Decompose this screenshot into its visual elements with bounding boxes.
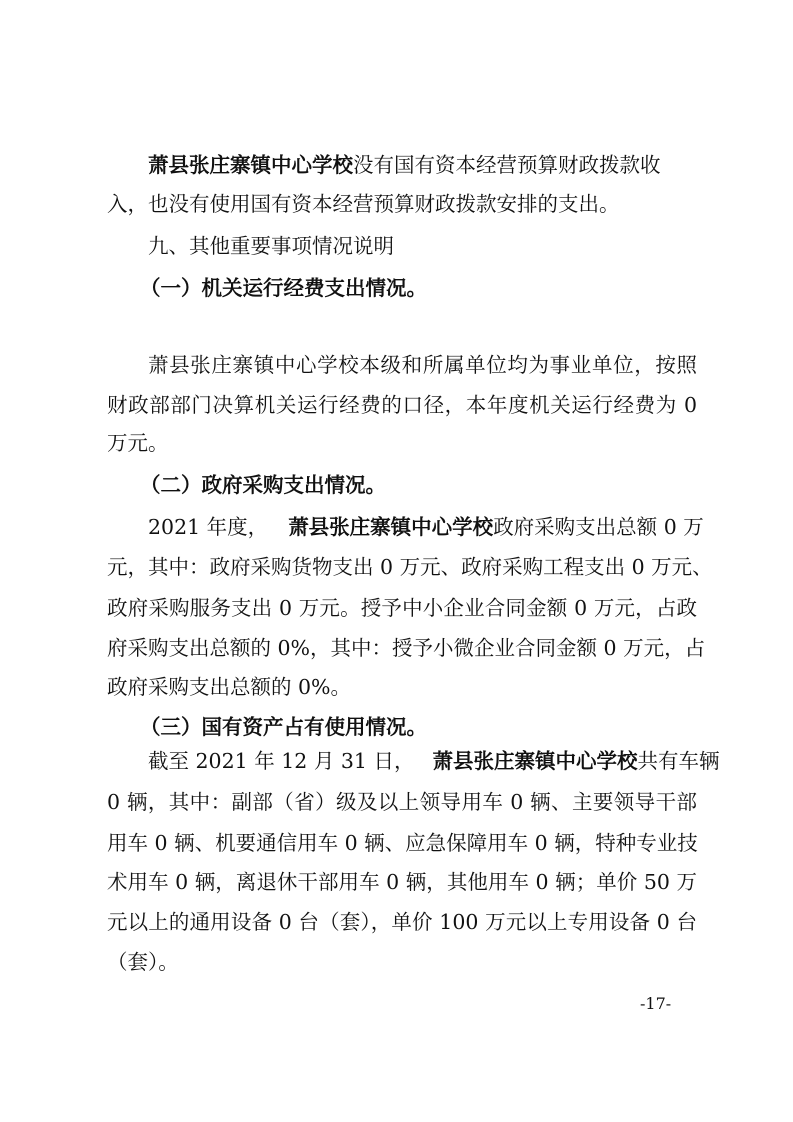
- text-line: 用车 0 辆、机要通信用车 0 辆、应急保障用车 0 辆，特种专业技: [107, 831, 698, 855]
- text-line: 财政部部门决算机关运行经费的口径，本年度机关运行经费为 0: [107, 393, 697, 417]
- text-span: 政府采购支出总额 0 万: [493, 515, 704, 539]
- text-span: 2021 年度，: [148, 515, 269, 539]
- school-name: 萧县张庄寨镇中心学校: [148, 153, 353, 177]
- text-line: [148, 507, 704, 547]
- text-span: 没有国有资本经营预算财政拨款收: [353, 153, 661, 177]
- text-span: 共有车辆: [637, 749, 720, 773]
- text-line: 元，其中：政府采购货物支出 0 万元、政府采购工程支出 0 万元、: [107, 555, 713, 579]
- text-line: [148, 145, 697, 185]
- text-line: 政府采购支出总额的 0%。: [107, 675, 352, 699]
- text-line: 政府采购服务支出 0 万元。授予中小企业合同金额 0 万元，占政: [107, 596, 697, 620]
- page-number: -17-: [640, 994, 672, 1013]
- text-line: （套）。: [107, 950, 179, 974]
- text-line: 术用车 0 辆，离退休干部用车 0 辆，其他用车 0 辆；单价 50 万: [107, 870, 697, 894]
- text-span: 截至 2021 年 12 月 31 日，: [148, 749, 415, 773]
- subsection-heading: （一）机关运行经费支出情况。: [140, 276, 427, 300]
- subsection-heading: （二）政府采购支出情况。: [140, 473, 386, 497]
- subsection-heading: （三）国有资产占有使用情况。: [140, 715, 427, 739]
- text-line: 0 辆，其中：副部（省）级及以上领导用车 0 辆、主要领导干部: [107, 790, 697, 814]
- text-line: 入，也没有使用国有资本经营预算财政拨款安排的支出。: [107, 192, 620, 216]
- text-line: 元以上的通用设备 0 台（套），单价 100 万元以上专用设备 0 台: [107, 910, 697, 934]
- school-name: 萧县张庄寨镇中心学校: [288, 515, 494, 539]
- school-name: 萧县张庄寨镇中心学校: [432, 749, 638, 773]
- section-heading: 九、其他重要事项情况说明: [148, 234, 394, 258]
- text-line: [148, 741, 720, 781]
- text-line: 萧县张庄寨镇中心学校本级和所属单位均为事业单位，按照: [148, 353, 697, 377]
- text-line: 府采购支出总额的 0%，其中：授予小微企业合同金额 0 万元，占: [107, 636, 706, 660]
- text-line: 万元。: [107, 431, 169, 455]
